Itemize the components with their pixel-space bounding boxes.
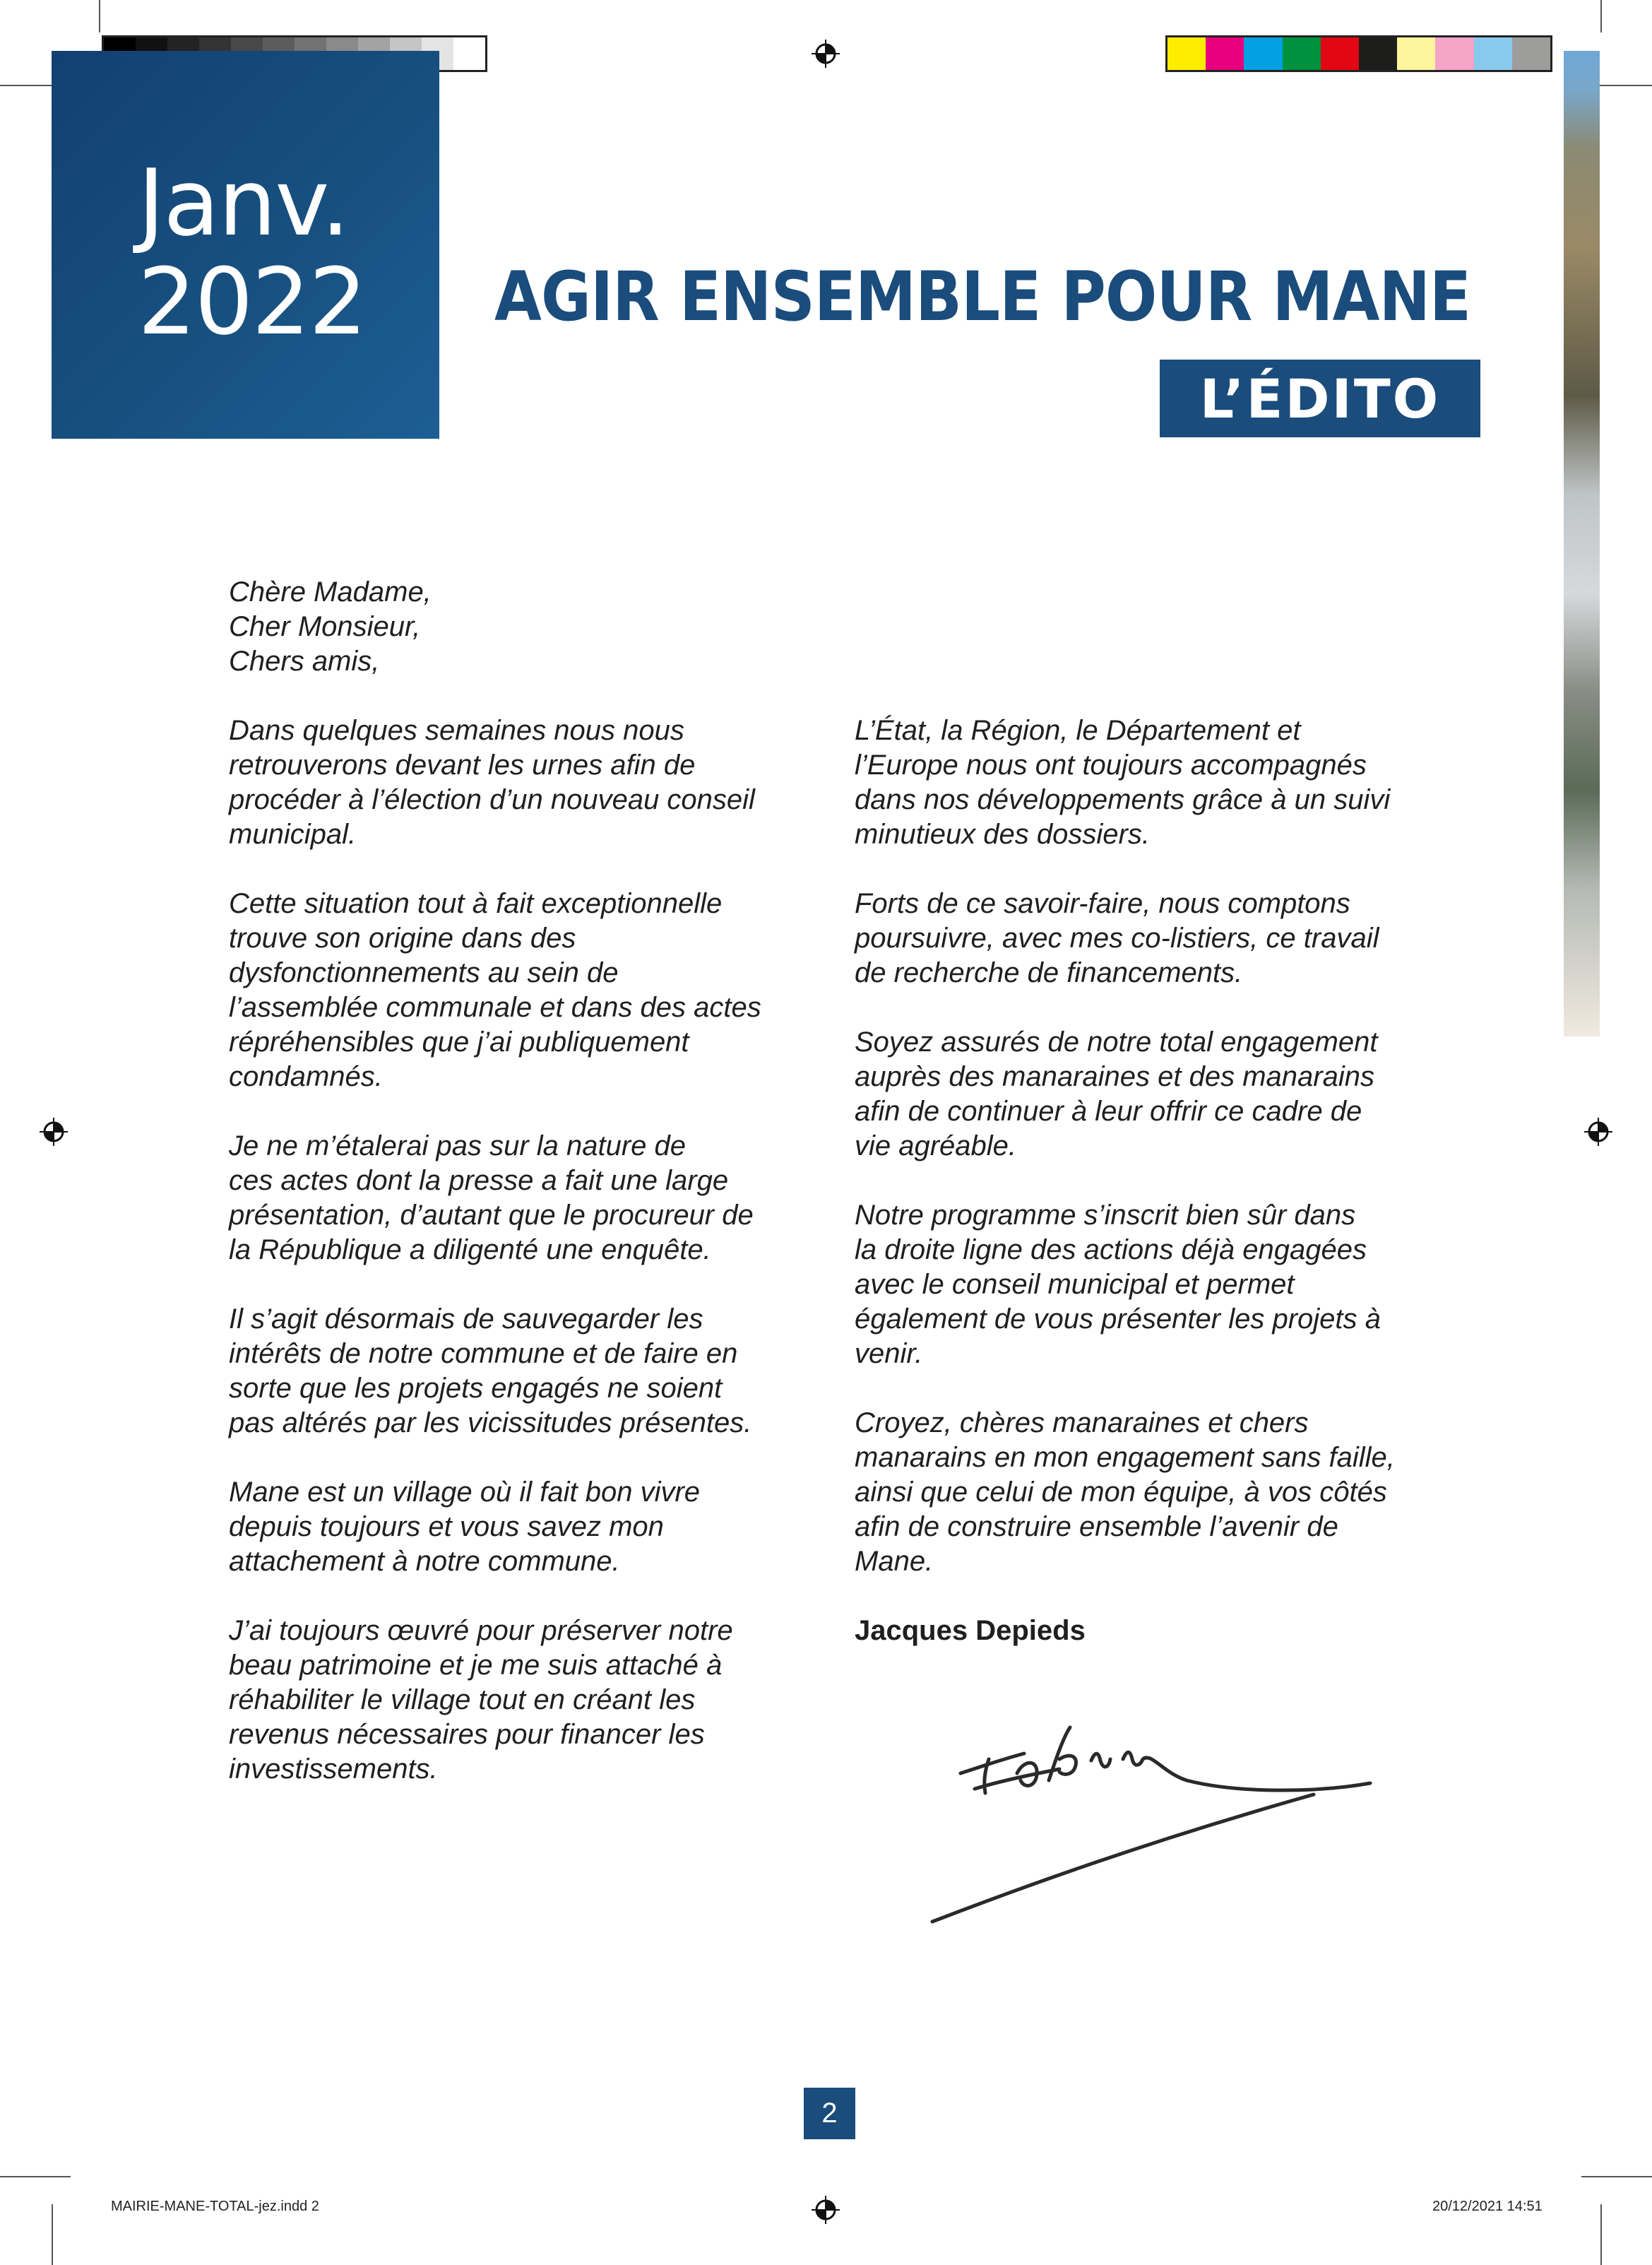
color-swatch xyxy=(453,37,485,70)
color-swatch xyxy=(1206,37,1244,70)
paragraph: Il s’agit désormais de sauvegarder les intérêts de notre commune et de faire en sorte que les projets engagés ne soient pas altérés par les vicissitudes présentes. xyxy=(229,1303,752,1438)
paragraph: L’État, la Région, le Département et l’Europe nous ont toujours accompagnés dans nos développements grâce à un suivi minutieux des dossiers. xyxy=(855,715,1391,850)
crop-mark xyxy=(1581,2176,1652,2177)
page-title: AGIR ENSEMBLE POUR MANE xyxy=(494,257,1471,336)
page-number: 2 xyxy=(804,2088,855,2139)
signatory-name: Jacques Depieds xyxy=(855,1615,1086,1646)
paragraph: Dans quelques semaines nous nous retrouverons devant les urnes afin de procéder à l’élection d’un nouveau conseil municipal. xyxy=(229,715,755,850)
registration-mark-icon xyxy=(1584,1118,1612,1146)
slug-filename: MAIRIE-MANE-TOTAL-jez.indd 2 xyxy=(111,2199,319,2214)
handwritten-signature xyxy=(918,1710,1384,1936)
crop-mark xyxy=(0,2176,71,2177)
color-swatch xyxy=(1244,37,1282,70)
section-label-badge: L’ÉDITO xyxy=(1160,360,1480,437)
paragraph: Forts de ce savoir-faire, nous comptons poursuivre, avec mes co-listiers, ce travail de recherche de financements. xyxy=(855,888,1379,988)
date-block xyxy=(52,51,439,439)
crop-mark xyxy=(1600,0,1602,32)
photo-strip-image xyxy=(1564,51,1600,1036)
letter-right-column xyxy=(855,714,1462,1648)
process-color-bar xyxy=(1165,35,1552,72)
color-swatch xyxy=(1512,37,1550,70)
registration-mark-icon xyxy=(812,40,840,68)
registration-mark-icon xyxy=(40,1118,68,1146)
paragraph: Croyez, chères manaraines et chers manarains en mon engagement sans faille, ainsi que celui de mon équipe, à vos côtés afin de construire ensemble l’avenir de Mane. xyxy=(855,1407,1395,1577)
paragraph: Mane est un village où il fait bon vivre depuis toujours et vous savez mon attachement à notre commune. xyxy=(229,1477,701,1577)
color-swatch xyxy=(1283,37,1321,70)
salutation: Chère Madame, Cher Monsieur, Chers amis, xyxy=(229,576,432,677)
paragraph: Soyez assurés de notre total engagement auprès des manaraines et des manarains afin de continuer à leur offrir ce cadre de vie agréable. xyxy=(855,1027,1378,1161)
date-month: Janv. xyxy=(138,149,349,256)
color-swatch xyxy=(1321,37,1359,70)
paragraph: Cette situation tout à fait exceptionnelle trouve son origine dans des dysfonctionnements au sein de l’assemblée communale et dans des actes répréhensibles que j’ai publiquement condamnés. xyxy=(229,888,761,1092)
color-swatch xyxy=(1474,37,1512,70)
letter-left-column xyxy=(229,575,829,1821)
crop-mark xyxy=(1600,2204,1602,2265)
crop-mark xyxy=(99,0,100,32)
paragraph: Notre programme s’inscrit bien sûr dans la droite ligne des actions déjà engagées avec le conseil municipal et permet également de vous présenter les projets à venir. xyxy=(855,1200,1381,1369)
color-swatch xyxy=(1435,37,1473,70)
crop-mark xyxy=(52,2204,53,2265)
paragraph: Je ne m’étalerai pas sur la nature de ces actes dont la presse a fait une large présentation, d’autant que le procureur de la République a diligenté une enquête. xyxy=(229,1130,754,1265)
color-swatch xyxy=(1397,37,1435,70)
color-swatch xyxy=(1167,37,1206,70)
color-swatch xyxy=(1359,37,1397,70)
registration-mark-icon xyxy=(812,2196,840,2224)
paragraph: J’ai toujours œuvré pour préserver notre beau patrimoine et je me suis attaché à réhabiliter le village tout en créant les revenus nécessaires pour financer les investissements. xyxy=(229,1615,733,1785)
slug-timestamp: 20/12/2021 14:51 xyxy=(1432,2199,1543,2214)
date-year: 2022 xyxy=(138,248,366,355)
